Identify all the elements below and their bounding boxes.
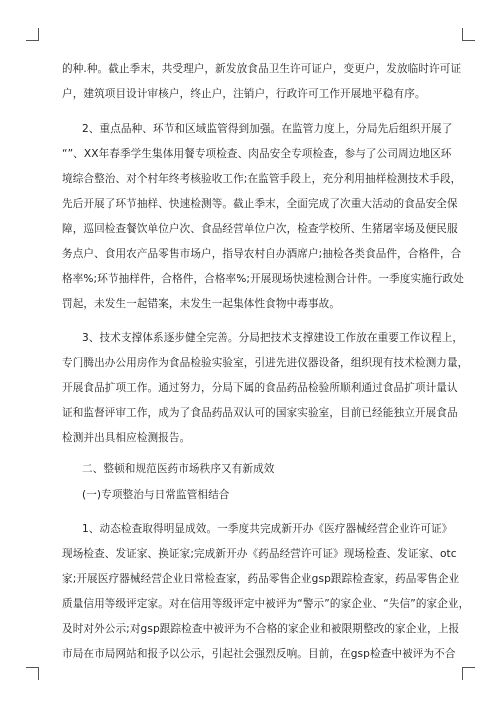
text-line: 先后开展了环节抽样、快速检测等。截止季末，全面完成了次重大活动的食品安全保 xyxy=(62,198,458,210)
text-line: 障，巡回检查餐饮单位户次、食品经营单位户次，检查学校所、生猪屠宰场及便民服 xyxy=(62,223,458,235)
paragraph-start: 1、动态检查取得明显成效。一季度共完成新开办《医疗器械经营企业许可证》 xyxy=(82,523,453,535)
text-line: 格率%;环节抽样件，合格件，合格率%;开展现场快速检测合计件。一季度实施行政处 xyxy=(62,273,464,285)
text-line: 户，建筑项目设计审核户，终止户，注销户，行政许可工作开展地平稳有序。 xyxy=(62,88,426,100)
text-line: 务点户、食用农产品零售市场户，指导农村自办酒席户;抽检各类食品件，合格件，合 xyxy=(62,248,462,260)
subsection-heading: (一)专项整治与日常监管相结合 xyxy=(82,489,230,501)
crop-mark-bottom-left xyxy=(26,667,39,680)
text-line: “”、XX年春季学生集体用餐专项检查、肉品安全专项检查，参与了公司周边地区环 xyxy=(62,148,452,160)
section-heading: 二、整顿和规范医药市场秩序又有新成效 xyxy=(82,463,275,475)
text-line: 检测并出具相应检测报告。 xyxy=(62,432,191,444)
text-line: 专门腾出办公用房作为食品检验实验室，引进先进仪器设备，组织现有技术检测力量， xyxy=(62,357,469,369)
crop-mark-top-left xyxy=(26,28,39,41)
text-line: 境综合整治、对个村年终考核验收工作;在监管手段上，充分利用抽样检测技术手段， xyxy=(62,173,462,185)
text-line: 家;开展医疗器械经营企业日常检查家，药品零售企业gsp跟踪检查家，药品零售企业 xyxy=(62,573,460,585)
text-line: 的种.种。截止季末，共受理户，新发放食品卫生许可证户，变更户，发放临时许可证 xyxy=(62,63,462,75)
paragraph-start: 3、技术支撑体系逐步健全完善。分局把技术支撑建设工作放在重要工作议程上， xyxy=(82,332,464,344)
text-line: 证和监督评审工作，成为了食品药品双认可的国家实验室，目前已经能独立开展食品 xyxy=(62,407,458,419)
text-line: 质量信用等级评定家。对在信用等级评定中被评为“警示”的家企业、“失信”的家企业， xyxy=(62,598,470,610)
text-line: 罚起，未发生一起错案，未发生一起集体性食物中毒事故。 xyxy=(62,298,341,310)
crop-mark-bottom-right xyxy=(462,667,475,680)
crop-mark-top-right xyxy=(462,28,475,41)
text-line: 市局在市局网站和报予以公示，引起社会强烈反响。目前，在gsp检查中被评为不合 xyxy=(62,648,456,660)
text-line: 现场检查、发证家、换证家;完成新开办《药品经营许可证》现场检查、发证家、otc xyxy=(62,548,457,560)
text-line: 开展食品扩项工作。通过努力，分局下属的食品药品检验所顺利通过食品扩项计量认 xyxy=(62,382,458,394)
paragraph-start: 2、重点品种、环节和区域监管得到加强。在监管力度上，分局先后组织开展了 xyxy=(82,123,453,135)
text-line: 及时对外公示;对gsp跟踪检查中被评为不合格的家企业和被限期整改的家企业，上报 xyxy=(62,623,460,635)
